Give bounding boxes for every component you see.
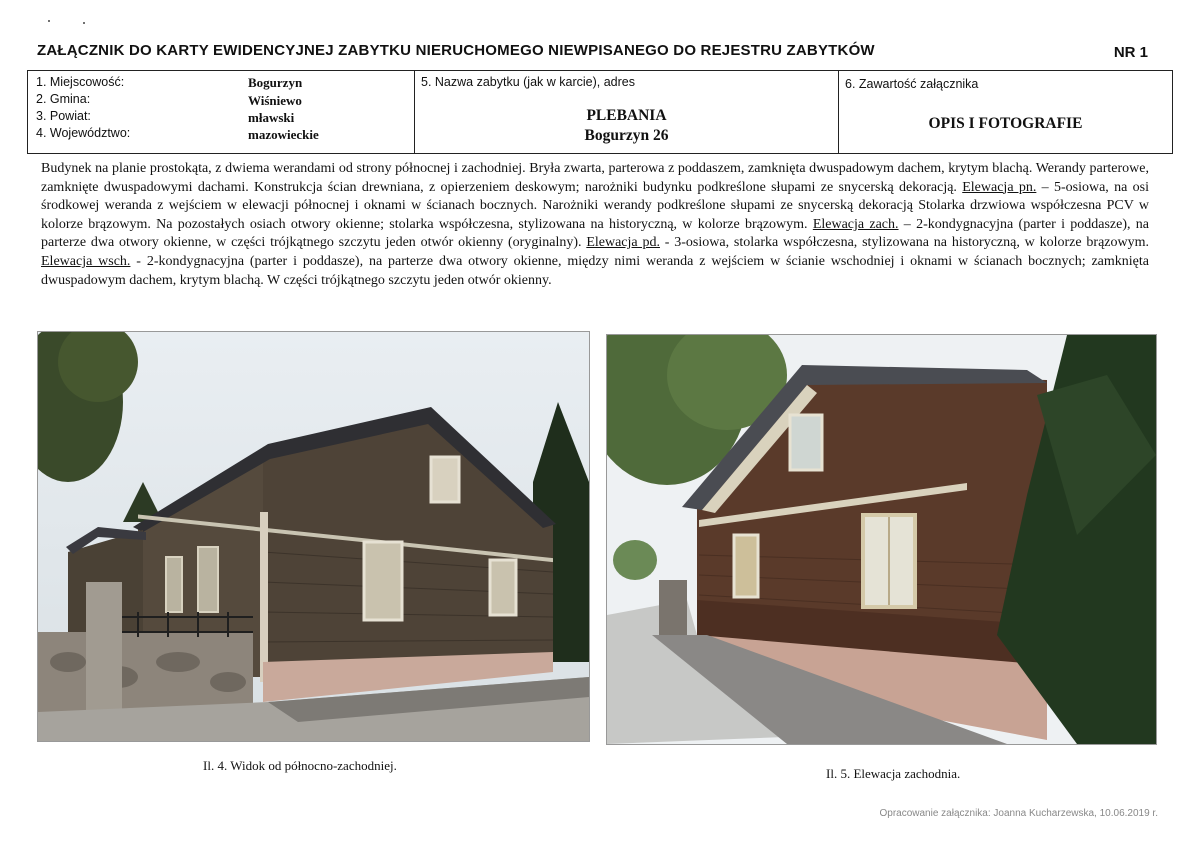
info-table (27, 70, 1173, 154)
scan-dot (48, 20, 50, 22)
label-voivodeship: 4. Województwo: (36, 126, 131, 140)
location-column (28, 71, 415, 153)
value-address: Bogurzyn 26 (584, 127, 669, 144)
photo-west-elevation (606, 334, 1157, 745)
label-commune: 2. Gmina: (36, 92, 91, 106)
value-voivodeship: mazowieckie (248, 127, 319, 142)
label-locality: 1. Miejscowość: (36, 75, 125, 89)
value-contents: OPIS I FOTOGRAFIE (928, 115, 1083, 132)
name-column (415, 71, 839, 153)
label-monument-name: 5. Nazwa zabytku (jak w karcie), adres (421, 75, 635, 89)
prepared-by: Opracowanie załącznika: Joanna Kucharzewska, 10.06.2019 r. (879, 808, 1158, 819)
desc-part: - 2-kondygnacyjna (parter i poddasze), na parterze dwa otwory okienne, między nimi weranda z wejściem w ścianie wschodniej i oknami w ścianach bocznych; zamknięta dwuspadowym dachem, krytym blachą. W części trójkątnego szczytu jeden otwór okienny. (41, 253, 1149, 288)
desc-heading-south: Elewacja pd. (586, 235, 660, 251)
desc-part: - 3-osiowa, stolarka współczesna, stylizowana na historyczną, w kolorze brązowym. (659, 235, 1150, 251)
scan-dot (83, 22, 85, 24)
value-monument-name: PLEBANIA (586, 107, 667, 124)
description-text (41, 160, 1149, 290)
value-commune: Wiśniewo (248, 93, 302, 108)
desc-heading-west: Elewacja zach. (812, 216, 899, 232)
contents-column (839, 71, 1172, 153)
label-county: 3. Powiat: (36, 109, 91, 123)
desc-heading-north: Elewacja pn. (962, 179, 1037, 195)
desc-part: – 2-kondygnacyjna (parter i poddasze), na parterze dwa otwory okienne, w części trójkątnego szczytu jeden otwór okienny (oryginalny). (41, 216, 1149, 251)
caption-photo-4: Il. 4. Widok od północno-zachodniej. (203, 758, 397, 773)
attachment-number: NR 1 (1113, 44, 1148, 61)
desc-heading-east: Elewacja wsch. (41, 253, 131, 269)
value-county: mławski (248, 110, 295, 125)
value-locality: Bogurzyn (248, 75, 303, 90)
label-contents: 6. Zawartość załącznika (845, 77, 979, 91)
desc-part: – 5-osiowa, na osi środkowej weranda z wejściem w elewacji północnej i oknami w ścianach bocznych. Narożniki werandy podkreślone słupami ze snycerską dekoracją Stolarka drzwiowa współczesna PCV w kolorze brązowym. Na pozostałych osiach otwory okienne; stolarka współczesna, stylizowana na historyczną, w kolorze brązowym. (41, 179, 1149, 232)
document-title: ZAŁĄCZNIK DO KARTY EWIDENCYJNEJ ZABYTKU NIERUCHOMEGO NIEWPISANEGO DO REJESTRU ZABYTKÓW (37, 42, 875, 59)
photo-northwest-view (37, 331, 590, 742)
desc-part: Budynek na planie prostokąta, z dwiema werandami od strony północnej i zachodniej. Bryła zwarta, parterowa z poddaszem, zamknięta dwuspadowym dachem, krytym blachą. Werandy parterowe, zamknięte dwuspadowymi dachami. Konstrukcja ścian drewniana, z opierzeniem deskowym; narożniki budynku podkreślone słupami ze snycerską dekoracją. (41, 161, 1149, 195)
caption-photo-5: Il. 5. Elewacja zachodnia. (826, 766, 961, 781)
